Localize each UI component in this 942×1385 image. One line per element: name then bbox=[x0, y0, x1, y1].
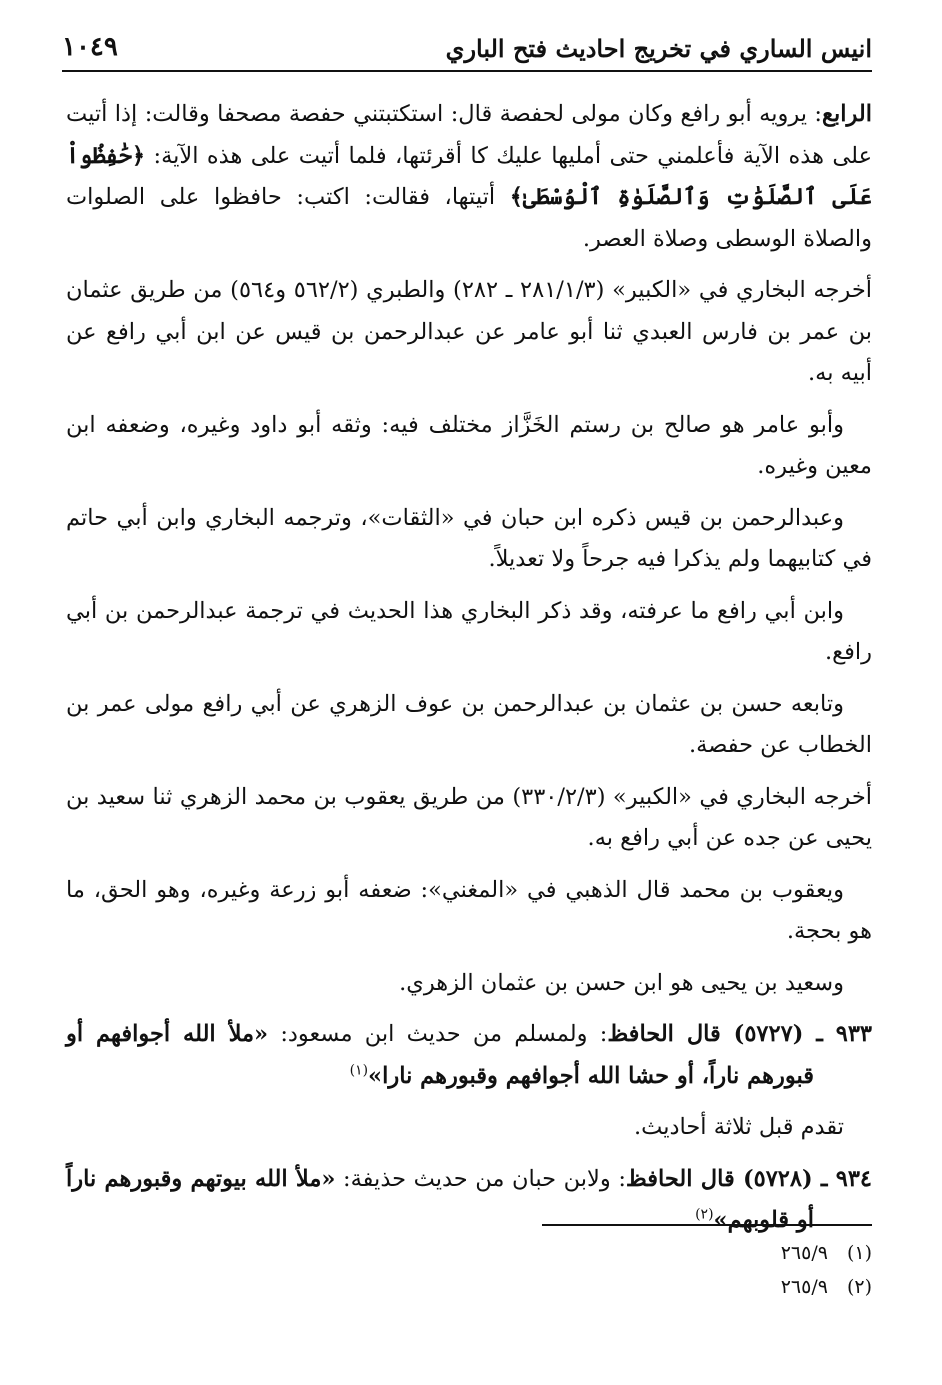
paragraph-takhrij-1: أخرجه البخاري في «الكبير» (٢٨١/١/٣ ـ ٢٨٢) والطبري (٥٦٢/٢ و٥٦٤) من طريق عثمان بن عمر بن فارس العبدي ثنا أبو عامر عن عبدالرحمن بن قيس عن ابن أبي رافع عن أبيه به. bbox=[66, 277, 872, 386]
footnote-divider bbox=[542, 1224, 872, 1226]
hadith-number: ٩٣٣ ـ (٥٧٢٧) قال الحافظ bbox=[607, 1021, 872, 1047]
paragraph-rabi bbox=[66, 94, 872, 260]
paragraph-text-tail: أتيتها، فقالت: اكتب: حافظوا على الصلوات والصلاة الوسطى وصلاة العصر. bbox=[66, 184, 872, 252]
paragraph-lead: الرابع bbox=[821, 101, 872, 127]
footnotes bbox=[781, 1236, 872, 1304]
footnote-number: (٢) bbox=[846, 1276, 872, 1298]
hadith-intro: : ولمسلم من حديث ابن مسعود: bbox=[268, 1021, 608, 1047]
footnote-item bbox=[781, 1270, 872, 1304]
footnote-ref[interactable]: (٢) bbox=[695, 1206, 714, 1223]
paragraph-said: وسعيد بن يحيى هو ابن حسن بن عثمان الزهري. bbox=[399, 969, 844, 996]
hadith-intro: : ولابن حبان من حديث حذيفة: bbox=[335, 1165, 626, 1192]
hadith-934 bbox=[66, 1159, 872, 1242]
footnote-ref[interactable]: (١) bbox=[349, 1062, 369, 1078]
hadith-quote: «ملأ الله أجوافهم أو قبورهم ناراً، أو حشا الله أجوافهم وقبورهم نارا» bbox=[66, 1021, 814, 1089]
footnote-text: ٢٦٥/٩ bbox=[780, 1276, 828, 1298]
main-text bbox=[66, 94, 872, 1252]
footnote-number: (١) bbox=[846, 1242, 872, 1264]
paragraph-abu-amir: وأبو عامر هو صالح بن رستم الخَزَّاز مختلف فيه: وثقه أبو داود وغيره، وضعفه ابن معين وغيره. bbox=[66, 411, 872, 479]
footnote-item bbox=[781, 1236, 872, 1270]
paragraph-mutaba: وتابعه حسن بن عثمان بن عبدالرحمن بن عوف الزهري عن أبي رافع مولى عمر بن الخطاب عن حفصة. bbox=[66, 690, 872, 758]
paragraph-yaqub: ويعقوب بن محمد قال الذهبي في «المغني»: ضعفه أبو زرعة وغيره، وهو الحق، ما هو بحجة. bbox=[66, 876, 872, 944]
paragraph-abdulrahman: وعبدالرحمن بن قيس ذكره ابن حبان في «الثقات»، وترجمه البخاري وابن أبي حاتم في كتابيهما ولم يذكرا فيه جرحاً ولا تعديلاً. bbox=[66, 504, 872, 572]
paragraph-text: : يرويه أبو رافع وكان مولى لحفصة قال: استكتبتني حفصة مصحفا وقالت: إذا أتيت على هذه الآية فأعلمني حتى أمليها عليك كا أقرئتها، فلما أتيت على هذه الآية: bbox=[66, 101, 872, 169]
paragraph-ibn-abi-rafi: وابن أبي رافع ما عرفته، وقد ذكر البخاري هذا الحديث في ترجمة عبدالرحمن بن أبي رافع. bbox=[66, 597, 872, 665]
hadith-933-note: تقدم قبل ثلاثة أحاديث. bbox=[634, 1114, 844, 1140]
hadith-quote: «ملأ الله بيوتهم وقبورهم ناراً أو قلوبهم» bbox=[66, 1165, 814, 1233]
footnote-text: ٢٦٥/٩ bbox=[780, 1242, 828, 1264]
hadith-number: ٩٣٤ ـ (٥٧٢٨) قال الحافظ bbox=[625, 1165, 873, 1192]
hadith-933 bbox=[66, 1014, 872, 1097]
running-title: انيس الساري في تخريج احاديث فتح الباري bbox=[445, 34, 872, 63]
page-header bbox=[62, 30, 872, 72]
quran-verse: ﴿حَٰفِظُواْ عَلَى ٱلصَّلَوَٰتِ وَٱلصَّلَوٰةِ ٱلْوُسْطَىٰ﴾ bbox=[66, 142, 873, 210]
page-number: ١٠٤٩ bbox=[62, 32, 118, 62]
paragraph-takhrij-2: أخرجه البخاري في «الكبير» (٣٣٠/٢/٣) من طريق يعقوب بن محمد الزهري ثنا سعيد بن يحيى عن جده عن أبي رافع به. bbox=[66, 783, 872, 851]
